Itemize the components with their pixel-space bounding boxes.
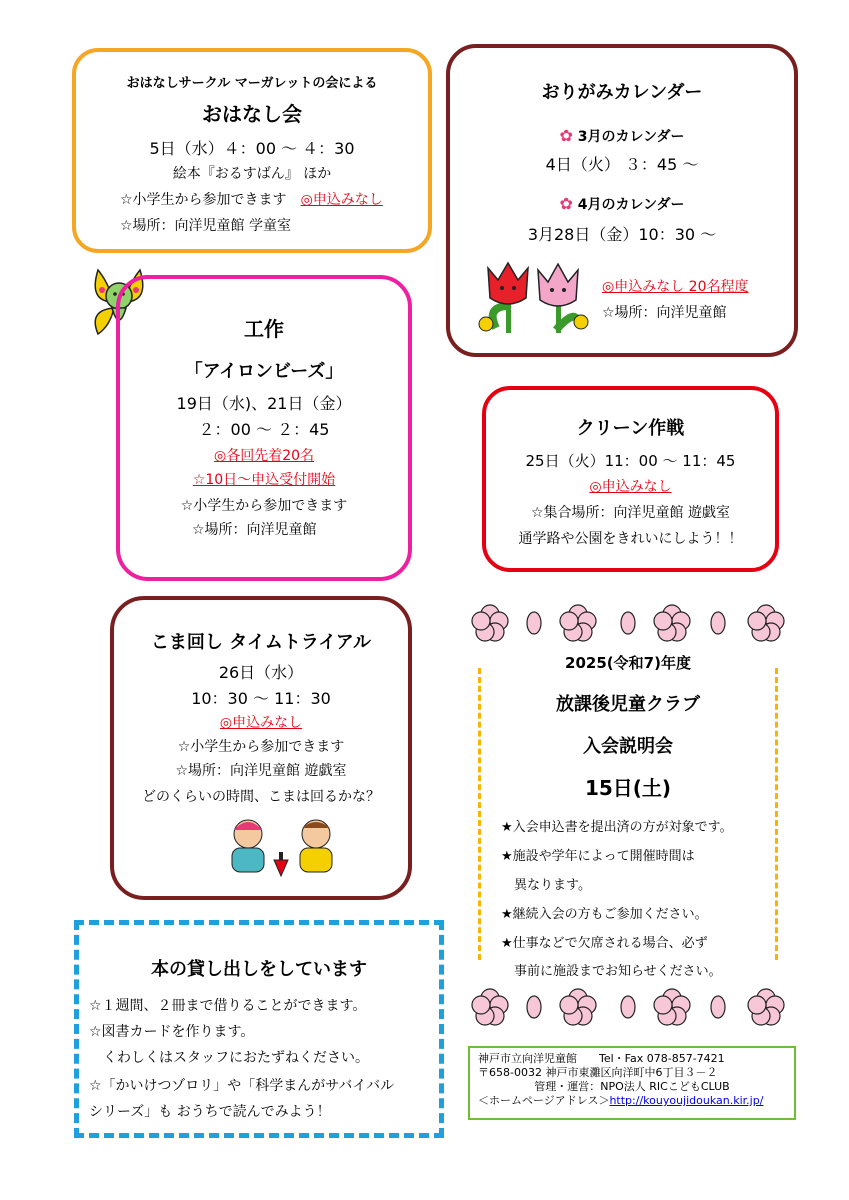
sakura-row-top: [468, 600, 794, 646]
origami-title: おりがみカレンダー: [541, 82, 703, 103]
origami-march-label: ✿ 3月のカレンダー: [559, 126, 685, 145]
library-title: 本の貸し出しをしています: [151, 959, 367, 980]
ohanashi-title: おはなし会: [202, 102, 302, 126]
clean-box: [482, 386, 779, 572]
library-line: くわしくはスタッフにおたずねください。: [89, 1050, 369, 1066]
ohanashi-datetime: 5日（水）４：00 ～ ４：30: [149, 139, 355, 158]
club-note: 事前に施設までお知らせください。: [501, 964, 722, 979]
club-box: [478, 654, 778, 979]
club-note: ★施設や学年によって開催時間は: [501, 849, 695, 864]
koma-title: こま回し タイムトライアル: [150, 632, 372, 653]
clean-note: 通学路や公園をきれいにしよう！！: [518, 531, 743, 547]
origami-march-time: 4日（火） ３：45 ～: [545, 155, 699, 174]
ohanashi-noapply: ◎申込みなし: [300, 192, 383, 208]
footer-box: [468, 1046, 796, 1120]
origami-apply: ◎申込みなし 20名程度: [602, 279, 749, 295]
origami-box: [446, 44, 798, 357]
club-year: 2025(令和7)年度: [565, 654, 691, 672]
kousaku-reception: ☆10日～申込受付開始: [192, 472, 336, 488]
kousaku-place: ☆場所：向洋児童館: [192, 522, 317, 538]
library-line: シリーズ」も おうちで読んでみよう！: [89, 1104, 331, 1120]
origami-april-time: 3月28日（金）10：30 ～: [527, 225, 717, 244]
flower-icon: ✿: [559, 126, 573, 145]
sakura-row-bottom: [468, 984, 794, 1030]
ohanashi-box: [72, 48, 432, 253]
koma-time: 10：30 ～ 11：30: [191, 689, 331, 708]
footer-operator: 管理・運営：NPO法人 RICこどもCLUB: [534, 1080, 730, 1093]
ohanashi-place: ☆場所：向洋児童館 学童室: [120, 218, 292, 234]
tulip-illustration: [476, 258, 591, 338]
club-title1: 放課後児童クラブ: [556, 694, 700, 715]
library-line: ☆図書カードを作ります。: [89, 1024, 255, 1040]
kousaku-time: ２：00 ～ ２：45: [198, 420, 330, 439]
koma-box: [110, 596, 412, 900]
kousaku-title: 工作: [244, 317, 284, 341]
koma-place: ☆場所：向洋児童館 遊戯室: [175, 763, 347, 779]
club-note: ★入会申込書を提出済の方が対象です。: [501, 820, 733, 835]
clean-noapply: ◎申込みなし: [589, 479, 672, 495]
ohanashi-org: おはなしサークル マーガレットの会による: [126, 76, 378, 91]
origami-april-label: ✿ 4月のカレンダー: [559, 194, 685, 213]
clean-title: クリーン作戦: [576, 418, 685, 439]
footer-name-tel: 神戸市立向洋児童館 Tel・Fax 078-857-7421: [478, 1052, 725, 1065]
ohanashi-eligible: ☆小学生から参加できます ◎申込みなし: [120, 192, 383, 208]
club-note: 異なります。: [501, 878, 591, 893]
kousaku-subtitle: 「アイロンビーズ」: [184, 361, 344, 382]
club-title2: 入会説明会: [583, 736, 673, 757]
kousaku-eligible: ☆小学生から参加できます: [180, 498, 348, 514]
clean-place: ☆集合場所：向洋児童館 遊戯室: [530, 505, 730, 521]
clean-datetime: 25日（火）11：00 ～ 11：45: [525, 452, 736, 470]
library-line: ☆「かいけつゾロリ」や「科学まんがサバイバル: [89, 1078, 395, 1094]
library-box: [74, 920, 444, 1138]
kids-spinning-top-illustration: [218, 814, 348, 884]
club-date: 15日(土): [584, 776, 672, 800]
koma-date: 26日（水）: [218, 663, 304, 682]
club-note: ★仕事などで欠席される場合、必ず: [501, 936, 708, 951]
flower-icon: ✿: [559, 194, 573, 213]
origami-place: ☆場所：向洋児童館: [602, 305, 727, 321]
footer-homepage: ＜ホームページアドレス＞http://kouyoujidoukan.kir.jp/: [478, 1094, 764, 1107]
koma-noapply: ◎申込みなし: [219, 715, 303, 731]
footer-address: 〒658-0032 神戸市東灘区向洋町中6丁目３－２: [478, 1066, 718, 1079]
kousaku-dates: 19日（水)、21日（金）: [176, 394, 352, 413]
kousaku-capacity: ◎各回先着20名: [213, 448, 315, 464]
kousaku-box: [116, 275, 412, 581]
club-note: ★継続入会の方もご参加ください。: [501, 907, 708, 922]
koma-question: どのくらいの時間、こまは回るかな？: [142, 789, 380, 805]
koma-eligible: ☆小学生から参加できます: [177, 739, 345, 755]
homepage-link[interactable]: http://kouyoujidoukan.kir.jp/: [609, 1094, 764, 1107]
library-line: ☆１週間、２冊まで借りることができます。: [89, 998, 367, 1014]
ohanashi-book: 絵本『おるすばん』 ほか: [172, 166, 332, 182]
